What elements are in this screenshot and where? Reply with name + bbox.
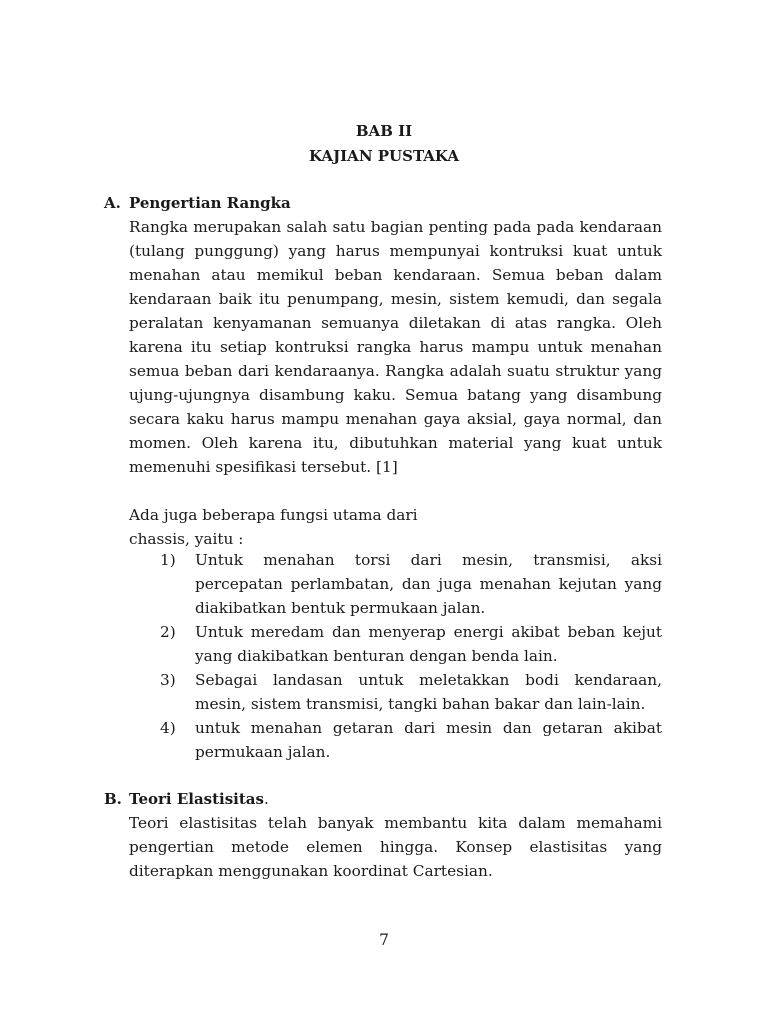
list-item (160, 548, 662, 620)
section-b-paragraph: Teori elastisitas telah banyak membantu kita dalam memahami pengertian metode elemen hingga. Konsep elastisitas yang diterapkan menggunakan koordinat Cartesian. (129, 814, 662, 880)
list-item-text: Untuk menahan torsi dari mesin, transmisi, aksi percepatan perlambatan, dan juga menahan kejutan yang diakibatkan bentuk permukaan jalan. (195, 551, 662, 617)
list-item-text: Sebagai landasan untuk meletakkan bodi kendaraan, mesin, sistem transmisi, tangki bahan bakar dan lain-lain. (195, 671, 662, 713)
list-item (160, 668, 662, 716)
functions-intro-line1: Ada juga beberapa fungsi utama dari (129, 506, 418, 524)
list-item-number: 1) (160, 551, 176, 569)
section-b-title: Teori Elastisitas (129, 790, 264, 808)
section-a-paragraph: Rangka merupakan salah satu bagian penting pada pada kendaraan (tulang punggung) yang harus mempunyai kontruksi kuat untuk menahan atau memikul beban kendaraan. Semua beban dalam kendaraan baik itu penumpang, mesin, sistem kemudi, dan segala peralatan kenyamanan semuanya diletakan di atas rangka. Oleh karena itu setiap kontruksi rangka harus mampu untuk menahan semua beban dari kendaraanya. Rangka adalah suatu struktur yang ujung-ujungnya disambung kaku. Semua batang yang disambung secara kaku harus mampu menahan gaya aksial, gaya normal, dan momen. Oleh karena itu, dibutuhkan material yang kuat untuk memenuhi spesifikasi tersebut. [1] (129, 218, 662, 476)
list-item (160, 716, 662, 764)
section-a-title: Pengertian Rangka (129, 194, 291, 212)
list-item-number: 3) (160, 671, 176, 689)
list-item (160, 620, 662, 668)
chapter-title: KAJIAN PUSTAKA (309, 147, 459, 165)
section-b-title-wrap (129, 789, 269, 809)
list-item-number: 4) (160, 719, 176, 737)
functions-list (160, 548, 662, 764)
chapter-label: BAB II (355, 122, 413, 140)
list-item-text: Untuk meredam dan menyerap energi akibat beban kejut yang diakibatkan benturan dengan benda lain. (195, 623, 662, 665)
section-b-letter: B. (104, 790, 122, 808)
section-a-letter: A. (104, 194, 121, 212)
list-item-text: untuk menahan getaran dari mesin dan getaran akibat permukaan jalan. (195, 719, 662, 761)
page-number: 7 (379, 931, 389, 949)
section-b-title-period: . (263, 790, 269, 808)
functions-intro-line2: chassis, yaitu : (129, 530, 244, 548)
list-item-number: 2) (160, 623, 176, 641)
